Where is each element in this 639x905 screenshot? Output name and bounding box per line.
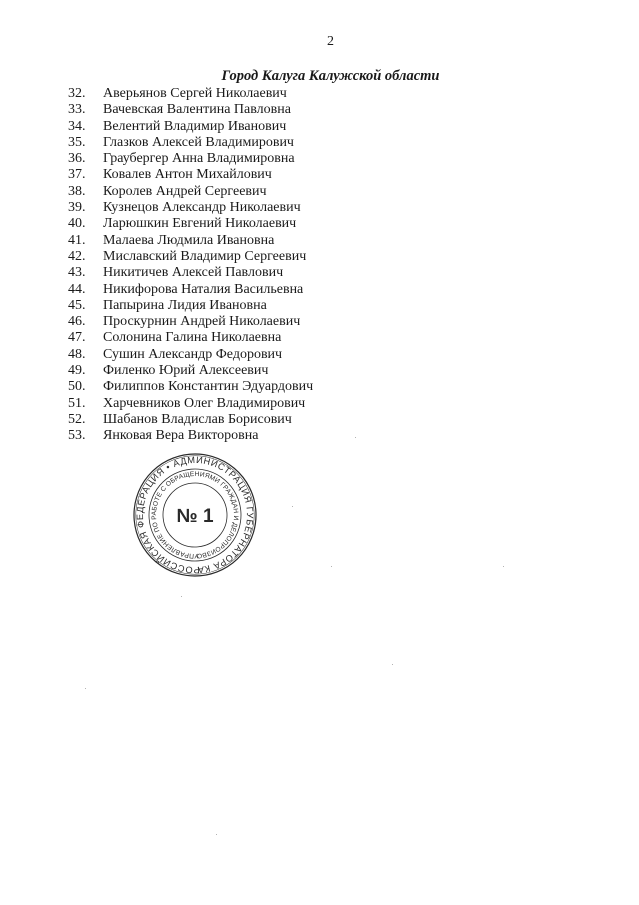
list-item-name: Вачевская Валентина Павловна [103, 102, 291, 118]
list-item-number: 40. [68, 216, 86, 232]
list-item [68, 314, 313, 330]
list-item-number: 37. [68, 167, 86, 183]
list-item-name: Янковая Вера Викторовна [103, 428, 259, 444]
scan-speck [355, 437, 356, 438]
list-item-number: 34. [68, 118, 86, 134]
scan-speck [292, 506, 293, 507]
list-item-name: Шабанов Владислав Борисович [103, 411, 292, 427]
list-item-name: Филиппов Константин Эдуардович [103, 379, 314, 395]
name-list [68, 86, 313, 445]
list-item-number: 49. [68, 363, 86, 379]
list-item [68, 86, 313, 102]
list-item-name: Королев Андрей Сергеевич [103, 183, 267, 199]
list-item [68, 119, 313, 135]
list-item [68, 216, 313, 232]
list-item-name: Харчевников Олег Владимирович [103, 395, 306, 411]
stamp-outer-text: РОССИЙСКАЯ ФЕДЕРАЦИЯ • АДМИНИСТРАЦИЯ ГУБЕРНАТОРА КАЛУЖСКОЙ [134, 454, 256, 576]
list-item-name: Малаева Людмила Ивановна [103, 232, 275, 248]
list-item [68, 282, 313, 298]
list-item-number: 51. [68, 395, 86, 411]
scan-speck [331, 566, 332, 567]
list-item-name: Никитичев Алексей Павлович [103, 265, 284, 281]
scan-speck [85, 688, 86, 689]
list-item [68, 396, 313, 412]
scan-speck [392, 664, 393, 665]
list-item-number: 44. [68, 281, 86, 297]
list-item-number: 43. [68, 265, 86, 281]
list-item-number: 41. [68, 232, 86, 248]
list-item [68, 330, 313, 346]
list-item-name: Кузнецов Александр Николаевич [103, 200, 301, 216]
list-item-name: Велентий Владимир Иванович [103, 118, 287, 134]
list-item-number: 52. [68, 411, 86, 427]
list-item [68, 135, 313, 151]
list-item [68, 379, 313, 395]
scan-speck [181, 596, 182, 597]
list-item-number: 33. [68, 102, 86, 118]
list-item [68, 298, 313, 314]
list-item-number: 50. [68, 379, 86, 395]
stamp-inner-text: УПРАВЛЕНИЕ ПО РАБОТЕ С ОБРАЩЕНИЯМИ ГРАЖДАН И ДЕЛОПРОИЗВОДСТВУ [150, 470, 240, 560]
list-item-name: Сушин Александр Федорович [103, 346, 283, 362]
list-item-name: Ковалев Антон Михайлович [103, 167, 272, 183]
list-item-number: 39. [68, 200, 86, 216]
list-item-name: Аверьянов Сергей Николаевич [103, 86, 287, 101]
list-item-number: 46. [68, 314, 86, 330]
list-item-number: 36. [68, 151, 86, 167]
page-number: 2 [327, 34, 334, 49]
list-item-name: Никифорова Наталия Васильевна [103, 281, 304, 297]
list-item [68, 151, 313, 167]
stamp-center-number: № 1 [176, 506, 214, 527]
list-item-name: Солонина Галина Николаевна [103, 330, 282, 346]
list-item-name: Филенко Юрий Алексеевич [103, 363, 269, 379]
list-item [68, 347, 313, 363]
list-item [68, 265, 313, 281]
list-item [68, 428, 313, 444]
list-item-number: 53. [68, 428, 86, 444]
list-item-name: Миславский Владимир Сергеевич [103, 248, 307, 264]
list-item-name: Ларюшкин Евгений Николаевич [103, 216, 297, 232]
list-item-number: 45. [68, 297, 86, 313]
list-item-name: Проскурнин Андрей Николаевич [103, 314, 301, 330]
list-item-number: 32. [68, 86, 86, 101]
list-item [68, 200, 313, 216]
list-item-name: Глазков Алексей Владимирович [103, 134, 294, 150]
official-stamp [132, 452, 258, 578]
scan-speck [216, 834, 217, 835]
list-item-number: 47. [68, 330, 86, 346]
list-item-number: 38. [68, 183, 86, 199]
list-item-number: 42. [68, 248, 86, 264]
list-item [68, 167, 313, 183]
list-item-number: 35. [68, 134, 86, 150]
list-item-number: 48. [68, 346, 86, 362]
list-item [68, 184, 313, 200]
list-item [68, 249, 313, 265]
list-item-name: Папырина Лидия Ивановна [103, 297, 267, 313]
section-heading: Город Калуга Калужской области [221, 68, 440, 84]
list-item [68, 102, 313, 118]
list-item [68, 412, 313, 428]
scan-speck [503, 566, 504, 567]
list-item [68, 363, 313, 379]
list-item [68, 233, 313, 249]
list-item-name: Граубергер Анна Владимировна [103, 151, 295, 167]
